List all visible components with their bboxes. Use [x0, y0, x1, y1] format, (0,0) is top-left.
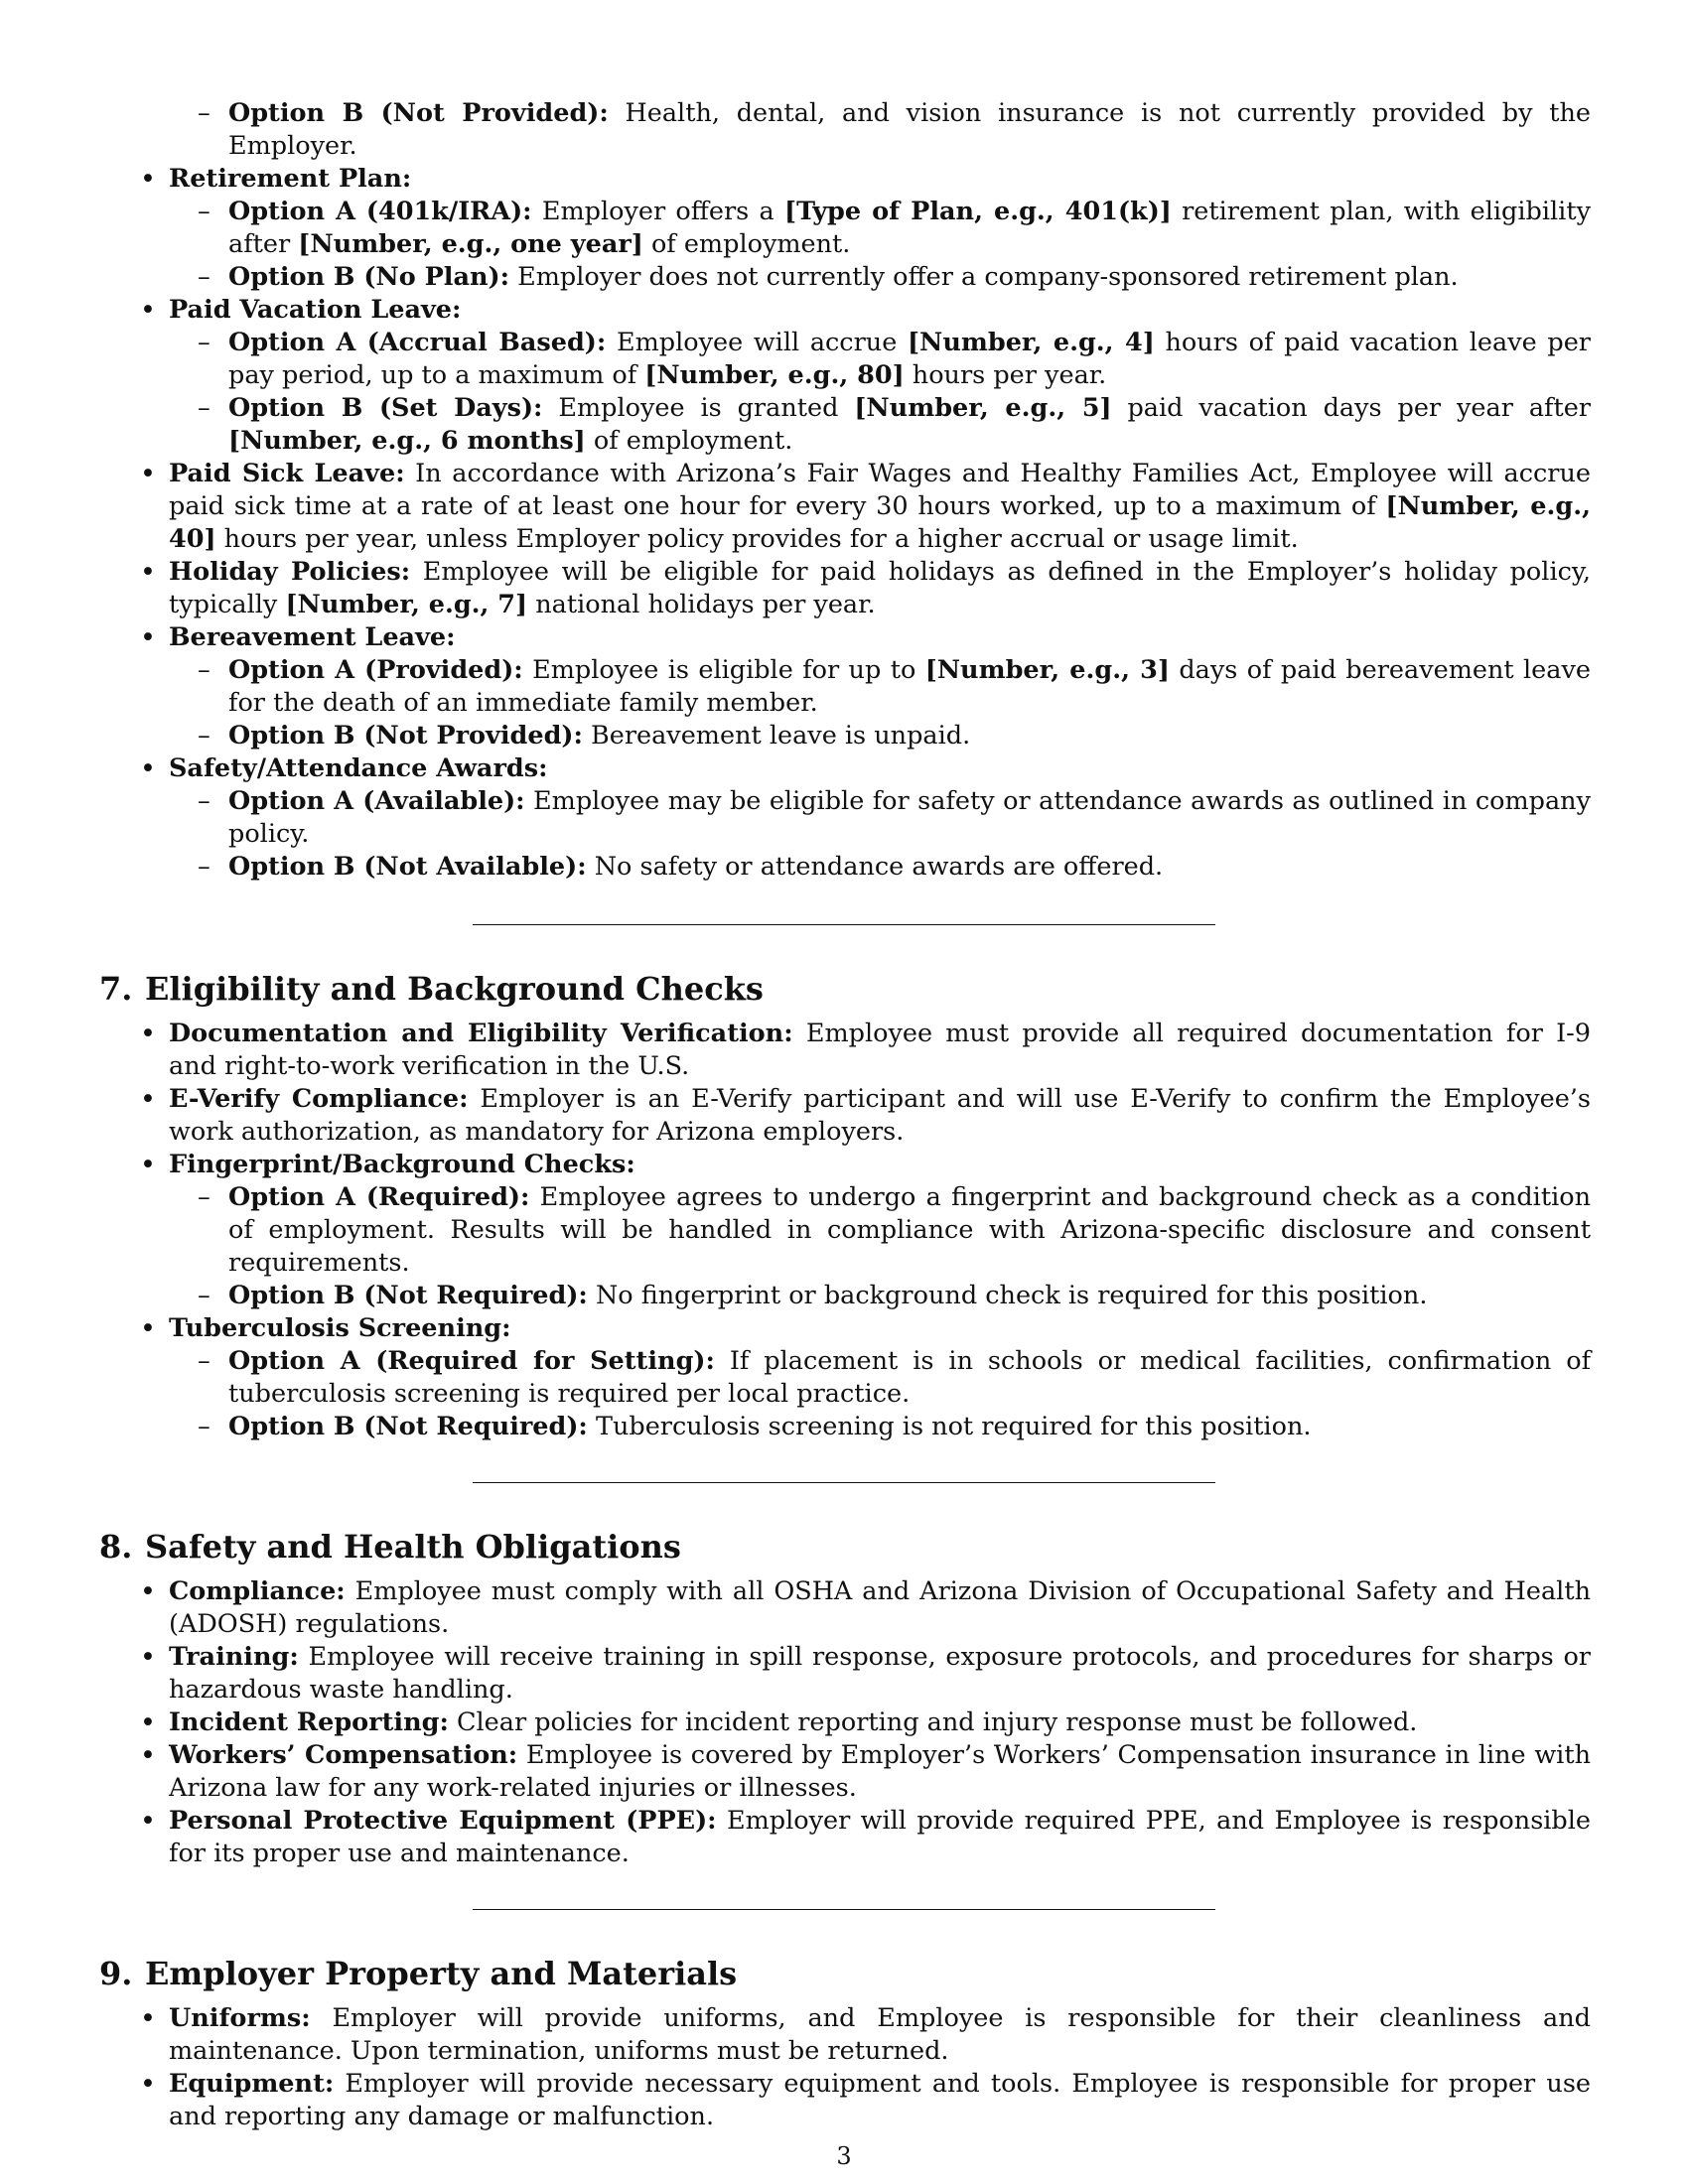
list-item: • Incident Reporting: Clear policies for incident reporting and injury response must be followed.: [99, 1706, 1591, 1739]
list-item: • Retirement Plan:: [99, 163, 1591, 196]
section-divider: [473, 1909, 1215, 1910]
list-item: – Option A (Required for Setting): If placement is in schools or medical facilities, confirmation of tuberculosis screening is required per local practice.: [99, 1345, 1591, 1411]
section-divider: [473, 924, 1215, 925]
list-item: – Option A (Available): Employee may be eligible for safety or attendance awards as outlined in company policy.: [99, 785, 1591, 851]
list-item: – Option B (Set Days): Employee is granted [Number, e.g., 5] paid vacation days per year after [Number, e.g., 6 months] of employment.: [99, 392, 1591, 458]
list-item: • Fingerprint/Background Checks:: [99, 1149, 1591, 1181]
list-item: • Bereavement Leave:: [99, 621, 1591, 654]
list-item: • Holiday Policies: Employee will be eligible for paid holidays as defined in the Employer’s holiday policy, typically [Number, e.g., 7] national holidays per year.: [99, 556, 1591, 621]
list-item: – Option B (Not Provided): Bereavement leave is unpaid.: [99, 720, 1591, 752]
section-heading-property: 9. Employer Property and Materials: [99, 1955, 738, 1992]
page-number: 3: [836, 2142, 852, 2170]
list-item: • Personal Protective Equipment (PPE): Employer will provide required PPE, and Employee is responsible for its proper use and maintenance.: [99, 1805, 1591, 1870]
list-item: • Training: Employee will receive training in spill response, exposure protocols, and procedures for sharps or hazardous waste handling.: [99, 1641, 1591, 1706]
list-item: – Option B (Not Required): No fingerprint or background check is required for this position.: [99, 1280, 1591, 1312]
list-item: • Uniforms: Employer will provide uniforms, and Employee is responsible for their cleanliness and maintenance. Upon termination, uniforms must be returned.: [99, 2002, 1591, 2068]
list-item: – Option B (Not Required): Tuberculosis screening is not required for this position.: [99, 1411, 1591, 1443]
list-item: • Workers’ Compensation: Employee is covered by Employer’s Workers’ Compensation insurance in line with Arizona law for any work-related injuries or illnesses.: [99, 1739, 1591, 1805]
list-item: – Option B (Not Available): No safety or attendance awards are offered.: [99, 851, 1591, 884]
section-divider: [473, 1482, 1215, 1483]
list-item: • Tuberculosis Screening:: [99, 1312, 1591, 1345]
list-item: – Option A (Required): Employee agrees to undergo a fingerprint and background check as a condition of employment. Results will be handled in compliance with Arizona-specific disclosure and consent requirements.: [99, 1181, 1591, 1280]
list-item: • Documentation and Eligibility Verification: Employee must provide all required documentation for I-9 and right-to-work verification in the U.S.: [99, 1018, 1591, 1083]
list-item: • E-Verify Compliance: Employer is an E-Verify participant and will use E-Verify to confirm the Employee’s work authorization, as mandatory for Arizona employers.: [99, 1083, 1591, 1149]
list-item: • Paid Sick Leave: In accordance with Arizona’s Fair Wages and Healthy Families Act, Employee will accrue paid sick time at a rate of at least one hour for every 30 hours worked, up to a maximum of [Number, e.g., 40] hours per year, unless Employer policy provides for a higher accrual or usage limit.: [99, 458, 1591, 556]
list-item: – Option A (Provided): Employee is eligible for up to [Number, e.g., 3] days of paid bereavement leave for the death of an immediate family member.: [99, 654, 1591, 720]
list-item: – Option A (401k/IRA): Employer offers a [Type of Plan, e.g., 401(k)] retirement plan, with eligibility after [Number, e.g., one year] of employment.: [99, 196, 1591, 261]
list-item: • Compliance: Employee must comply with all OSHA and Arizona Division of Occupational Safety and Health (ADOSH) regulations.: [99, 1575, 1591, 1641]
list-item: • Paid Vacation Leave:: [99, 294, 1591, 327]
list-item: – Option B (No Plan): Employer does not currently offer a company-sponsored retirement plan.: [99, 261, 1591, 294]
document-page: [99, 97, 1591, 2133]
section-heading-safety: 8. Safety and Health Obligations: [99, 1528, 681, 1566]
safety-list: [99, 1575, 1591, 1870]
eligibility-list: [99, 1018, 1591, 1443]
benefits-continued-list: [99, 97, 1591, 884]
list-item: – Option A (Accrual Based): Employee will accrue [Number, e.g., 4] hours of paid vacation leave per pay period, up to a maximum of [Number, e.g., 80] hours per year.: [99, 327, 1591, 392]
list-item: • Equipment: Employer will provide necessary equipment and tools. Employee is responsible for proper use and reporting any damage or malfunction.: [99, 2068, 1591, 2133]
property-list: [99, 2002, 1591, 2133]
list-item: • Safety/Attendance Awards:: [99, 752, 1591, 785]
section-heading-eligibility: 7. Eligibility and Background Checks: [99, 970, 764, 1008]
list-item: – Option B (Not Provided): Health, dental, and vision insurance is not currently provided by the Employer.: [99, 97, 1591, 163]
